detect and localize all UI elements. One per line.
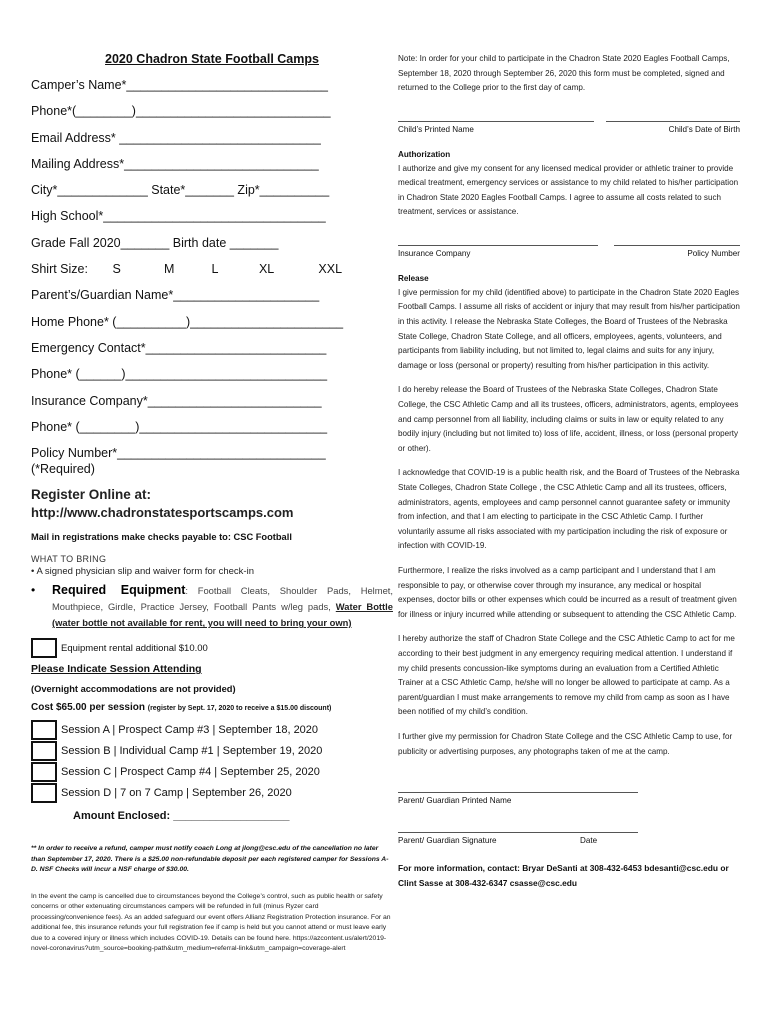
release-paragraph-4: Furthermore, I realize the risks involved as a camp participant and I understand that I am responsible to pay, or otherwise cover through my insurance, any medical or hospital expenses, doctor bills or other expenses which could be incurred as a result of treatment given for illness or injury incurred while attending or subsequent to attending the CSC Athletic Camp. — [398, 565, 737, 619]
city-state-zip-field[interactable]: City*_____________ State*_______ Zip*__________ — [31, 183, 330, 198]
child-name-line[interactable] — [398, 98, 594, 122]
high-school-field[interactable]: High School*________________________________ — [31, 209, 326, 224]
more-info-contact: For more information, contact: Bryar DeSanti at 308-432-6453 bdesanti@csc.edu or Clint Sasse at 308-432-6347 csasse@csc.edu — [398, 863, 729, 889]
home-phone-field[interactable]: Home Phone* (__________)______________________ — [31, 314, 344, 329]
email-field[interactable]: Email Address* _____________________________ — [31, 130, 321, 145]
parent-signature-label: Parent/ Guardian Signature — [398, 836, 497, 846]
registration-form — [31, 52, 393, 955]
child-dob-line[interactable] — [606, 98, 740, 122]
refund-footnote: ** In order to receive a refund, camper must notify coach Long at jlong@csc.edu of the cancellation no later than September 17, 2020. There is a $25.00 non-refundable deposit per each registered camper for Sessions A-D. NSF Checks will incur a NSF charge of $30.00. — [31, 845, 389, 874]
child-labels — [398, 125, 740, 134]
required-note: (*Required) — [31, 462, 95, 477]
session-d-label: Session D | 7 on 7 Camp | September 26, 2020 — [61, 786, 292, 799]
session-b-row — [31, 740, 393, 761]
parent-name-line[interactable] — [398, 769, 638, 793]
shirt-size-xxl[interactable]: XXL — [318, 262, 343, 277]
shirt-size-m[interactable]: M — [163, 262, 175, 277]
amount-enclosed-field[interactable]: Amount Enclosed: ___________________ — [73, 810, 290, 823]
overnight-note: (Overnight accommodations are not provided) — [31, 684, 236, 695]
cost-discount-note: (register by Sept. 17, 2020 to receive a $15.00 discount) — [147, 705, 332, 713]
form-title: 2020 Chadron State Football Camps — [105, 52, 319, 66]
required-equipment-label: Required Equipment — [52, 583, 186, 598]
parent-name-labels — [398, 796, 740, 805]
equipment-rental-checkbox[interactable] — [31, 638, 57, 658]
session-a-label: Session A | Prospect Camp #3 | September 18, 2020 — [61, 723, 319, 736]
cost-text: Cost $65.00 per session — [31, 702, 145, 714]
emergency-phone-field[interactable]: Phone* (______)_____________________________ — [31, 367, 328, 382]
mailing-address-field[interactable]: Mailing Address*____________________________ — [31, 156, 319, 171]
insurance-lines — [398, 222, 740, 246]
campers-name-field[interactable]: Camper’s Name*_____________________________ — [31, 78, 329, 92]
equipment-list: : Football Cleats, Shoulder Pads, Helmet, Mouthpiece, Girdle, Practice Jersey, Football Pants w/leg pads, — [52, 585, 393, 613]
shirt-size-label: Shirt Size: — [31, 262, 88, 277]
bullet-icon: • — [31, 583, 36, 598]
shirt-size-row — [31, 262, 393, 288]
parent-guardian-name-field[interactable]: Parent’s/Guardian Name*_____________________ — [31, 288, 320, 303]
what-to-bring-item: • A signed physician slip and waiver form for check-in — [31, 566, 254, 578]
insurance-company-label: Insurance Company — [398, 248, 471, 258]
policy-number-line[interactable] — [614, 222, 740, 246]
shirt-size-l[interactable]: L — [211, 262, 219, 277]
insurance-labels — [398, 249, 740, 258]
insurance-company-field[interactable]: Insurance Company*_________________________ — [31, 393, 322, 408]
required-equipment — [31, 582, 393, 631]
session-d-checkbox[interactable] — [31, 783, 57, 803]
release-paragraph-6: I further give my permission for Chadron State College and the CSC Athletic Camp to use, for publicity or advertising purposes, any photographs taken of me at the camp. — [398, 731, 733, 756]
session-heading: Please Indicate Session Attending — [31, 663, 202, 676]
session-c-checkbox[interactable] — [31, 762, 57, 782]
emergency-contact-field[interactable]: Emergency Contact*__________________________ — [31, 340, 327, 355]
waiver-section — [398, 52, 740, 891]
parent-name-label: Parent/ Guardian Printed Name — [398, 796, 512, 806]
insurance-phone-field[interactable]: Phone* (________)___________________________ — [31, 419, 328, 434]
session-b-checkbox[interactable] — [31, 741, 57, 761]
insurance-company-line[interactable] — [398, 222, 598, 246]
policy-number-field[interactable]: Policy Number*______________________________ — [31, 446, 326, 461]
register-url-link[interactable]: http://www.chadronstatesportscamps.com — [31, 505, 294, 521]
session-c-label: Session C | Prospect Camp #4 | September 25, 2020 — [61, 765, 320, 778]
grade-birthdate-field[interactable]: Grade Fall 2020_______ Birth date _______ — [31, 235, 279, 250]
session-d-row — [31, 782, 393, 803]
session-a-checkbox[interactable] — [31, 720, 57, 740]
mail-in-note: Mail in registrations make checks payable to: CSC Football — [31, 532, 292, 543]
policy-number-label: Policy Number — [687, 248, 740, 258]
child-signature-lines — [398, 98, 740, 122]
equipment-rental-row — [31, 637, 393, 659]
authorization-heading: Authorization — [398, 149, 451, 159]
parent-signature-line[interactable] — [398, 809, 638, 833]
authorization-paragraph: I authorize and give my consent for any licensed medical provider or athletic trainer to provide medical treatment, emergency services or assistance to my child related to his/her participation in Chadron State 2020 Eagles Football Camps. I agree to assume all costs related to such treatment, services or assistance. — [398, 163, 739, 217]
release-paragraph-2: I do hereby release the Board of Trustees of the Nebraska State Colleges, Chadron State College, the CSC Athletic Camp and all its trustees, officers, administrators, agents, employees and camp personnel from all liability, including claims or suits in law or equity related to any bodily injury (including but not limited to) loss of life, accident, illness, or loss (personal property or other). — [398, 385, 739, 453]
water-bottle-note: Water Bottle (water bottle not available for rent, you will need to bring your own) — [52, 601, 393, 629]
what-to-bring-heading: WHAT TO BRING — [31, 554, 107, 565]
child-dob-label: Child’s Date of Birth — [668, 124, 740, 134]
cost-line — [31, 702, 393, 713]
parent-signature-labels — [398, 836, 740, 845]
phone-field[interactable]: Phone*(________)____________________________ — [31, 104, 331, 119]
cancellation-footnote: In the event the camp is cancelled due to circumstances beyond the College’s control, such as public health or safety concerns or other extenuating circumstances campers will be refunded in full (minus Ryzer card processing/convenience fees). As an added safeguard our event offers Allianz Registration Protection insurance. For an additional fee, this insurance refunds your full registration fee if camp is held but you cannot attend or must leave early due to a covered injury or illness which includes COVID-19. Details can be found here. https://azcontent.us/alert/2019-novel-coronavirus?utm_source=booking-path&utm_medium=referral-link&utm_campaign=coverage-alert — [31, 892, 391, 953]
date-label: Date — [580, 836, 598, 846]
note-paragraph: Note: In order for your child to participate in the Chadron State 2020 Eagles Football Camps, September 18, 2020 through September 26, 2020 this form must be completed, signed and returned to the College prior to the first day of camp. — [398, 54, 730, 92]
equipment-rental-label: Equipment rental additional $10.00 — [61, 642, 208, 654]
session-b-label: Session B | Individual Camp #1 | September 19, 2020 — [61, 744, 323, 757]
session-c-row — [31, 761, 393, 782]
release-paragraph-5: I hereby authorize the staff of Chadron State College and the CSC Athletic Camp to act for me according to their best judgment in any emergency requiring medical attention. I understand if my child presents concussion-like symptoms during an evaluation from a Certified Athletic Trainer at a CSC Athletic Camp, he/she will no longer be allowed to participate at camp. As a parent/guardian I must make arrangements to remove my child from camp as soon as I have been notified of my child’s condition. — [398, 634, 735, 717]
child-name-label: Child’s Printed Name — [398, 124, 474, 134]
shirt-size-s[interactable]: S — [112, 262, 121, 277]
release-paragraph-3: I acknowledge that COVID-19 is a public health risk, and the Board of Trustees of the Nebraska State Colleges, Chadron State College , the CSC Athletic Camp and all its trustees, officers, administrators, agents, employees and camp personnel cannot guarantee safety or immunity from infection, and that I am electing to participate in the CSC Athletic Camp. I further voluntarily assume all risks associated with my participation including the risk of exposure or infection with COVID-19. — [398, 468, 740, 551]
release-paragraph-1: I give permission for my child (identified above) to participate in the Chadron State 2020 Eagles Football Camps. I assume all risks of accident or injury that may result from his/her participation in this activity. I release the Nebraska State Colleges, the Board of Trustees of the Nebraska State College, Chadron State College, and all officers, employees, agents, volunteers, and participants from liability including, but not limited to, legal claims and suits for any injury, damage or loss (personal or property) resulting from his/her participation in this activity. — [398, 287, 740, 370]
shirt-size-xl[interactable]: XL — [258, 262, 275, 277]
session-a-row — [31, 719, 393, 740]
release-heading: Release — [398, 273, 429, 283]
register-online-heading: Register Online at: — [31, 487, 152, 503]
